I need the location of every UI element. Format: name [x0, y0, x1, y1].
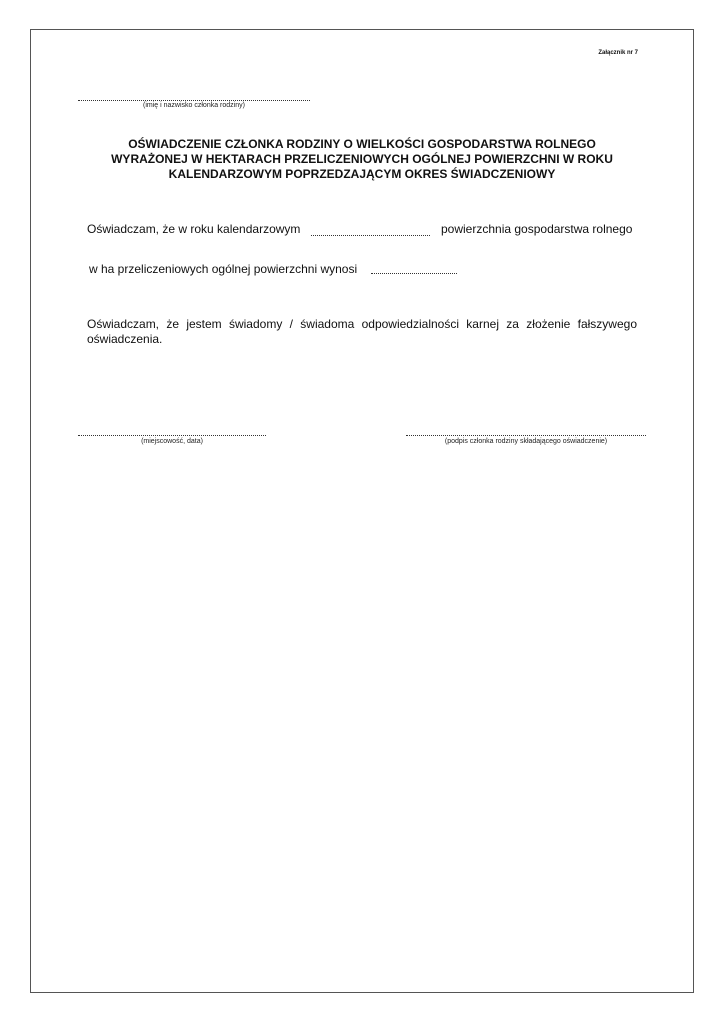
- signature-caption: (podpis członka rodziny składającego oświadczenie): [444, 438, 608, 445]
- title-line-1: OŚWIADCZENIE CZŁONKA RODZINY O WIELKOŚCI GOSPODARSTWA ROLNEGO: [128, 137, 596, 151]
- place-date-caption: (miejscowość, data): [141, 438, 203, 445]
- place-date-line[interactable]: [78, 435, 266, 436]
- name-caption: (imię i nazwisko członka rodziny): [143, 102, 245, 109]
- title-line-2: WYRAŻONEJ W HEKTARACH PRZELICZENIOWYCH OGÓLNEJ POWIERZCHNI W ROKU: [111, 152, 613, 166]
- statement-part2: powierzchnia gospodarstwa rolnego: [441, 222, 633, 236]
- liability-statement: Oświadczam, że jestem świadomy / świadoma odpowiedzialności karnej za złożenie fałszywego oświadczenia.: [87, 317, 637, 346]
- statement-part1: Oświadczam, że w roku kalendarzowym: [87, 222, 301, 236]
- signature-line[interactable]: [406, 435, 646, 436]
- document-title: [80, 137, 644, 182]
- statement-part3: w ha przeliczeniowych ogólnej powierzchni wynosi: [89, 262, 358, 276]
- year-field[interactable]: [311, 235, 430, 236]
- annex-label: Załącznik nr 7: [598, 50, 638, 56]
- name-line: [78, 100, 310, 101]
- area-field[interactable]: [371, 273, 457, 274]
- title-line-3: KALENDARZOWYM POPRZEDZAJĄCYM OKRES ŚWIADCZENIOWY: [168, 167, 556, 181]
